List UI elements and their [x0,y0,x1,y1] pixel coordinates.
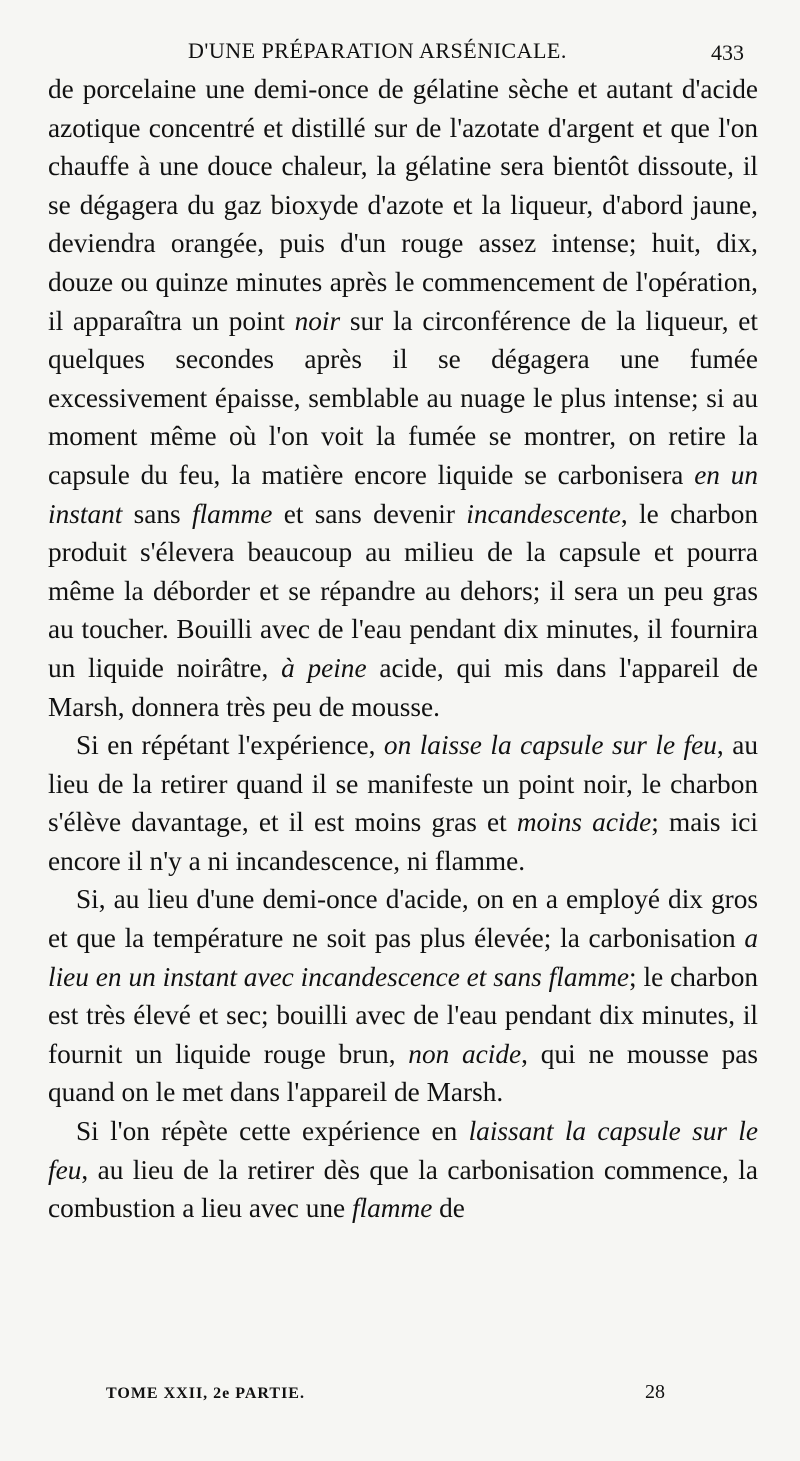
page-header [0,38,800,72]
paragraph-2 [48,726,758,880]
page-number: 433 [711,40,744,65]
italic-run: flamme [192,498,273,529]
text-run: ; le charbon est très élevé et sec; bouilli avec de l'eau pendant dix minutes, il fournit un liquide rouge brun, [48,961,758,1069]
text-run: et sans devenir [272,498,467,529]
sheet-number: 28 [645,1381,665,1403]
body-text [48,70,758,1228]
text-run: acide, qui mis dans l'appareil de Marsh, donnera très peu de mousse. [48,652,758,722]
italic-run: flamme [351,1193,433,1224]
text-run: , le charbon produit s'élevera beaucoup au milieu de la capsule et pourra même la déborder et se répandre au dehors; il sera un peu gras au toucher. Bouilli avec de l'eau pendant dix minutes, il fournira un liquide noirâtre, [48,498,758,683]
italic-run: a lieu en un instant avec incandescence et sans flamme [48,923,758,992]
text-run: ; mais ici encore il n'y a ni incandescence, ni flamme. [48,807,758,876]
italic-run: laissant la capsule sur le feu [48,1116,758,1185]
italic-run: on laisse la capsule sur le feu [383,730,717,761]
text-run: de porcelaine une demi-once de gélatine sèche et autant d'acide azotique concentré et distillé sur de l'azotate d'argent et que l'on chauffe à une douce chaleur, la gélatine sera bientôt dissoute, il se dégagera du gaz bioxyde d'azote et la liqueur, d'abord jaune, deviendra orangée, puis d'un rouge assez intense; huit, dix, douze ou quinze minutes après le commencement de l'opération, il apparaîtra un point [48,74,758,336]
running-title: D'UNE PRÉPARATION ARSÉNICALE. [188,38,567,63]
text-run: , au lieu de la retirer quand il se manifeste un point noir, le charbon s'élève davantage, et il est moins gras et [48,730,758,838]
volume-signature: TOME XXII, 2e PARTIE. [106,1385,305,1402]
italic-run: en un instant [48,459,758,529]
paragraph-3 [48,880,758,1112]
text-run: sans [122,498,193,529]
italic-run: non acide [408,1038,522,1069]
text-run: Si l'on répète cette expérience en [76,1116,469,1147]
page-footer [0,1381,800,1415]
italic-run: noir [294,305,341,336]
italic-run: à peine [281,652,367,683]
text-run: de [432,1193,465,1224]
text-run: Si, au lieu d'une demi-once d'acide, on en a employé dix gros et que la température ne soit pas plus élevée; la carbonisation [48,884,758,954]
text-run: , au lieu de la retirer dès que la carbonisation commence, la combustion a lieu avec une [48,1154,758,1224]
text-run: Si en répétant l'expérience, [76,730,384,761]
paragraph-4 [48,1112,758,1228]
italic-run: incandescente [466,498,621,529]
italic-run: moins acide [516,807,652,838]
text-run: sur la circonférence de la liqueur, et quelques secondes après il se dégagera une fumée excessivement épaisse, semblable au nuage le plus intense; si au moment même où l'on voit la fumée se montrer, on retire la capsule du feu, la matière encore liquide se carbonisera [48,305,758,490]
paragraph-1 [48,70,758,726]
text-run: , qui ne mousse pas quand on le met dans l'appareil de Marsh. [48,1038,758,1108]
